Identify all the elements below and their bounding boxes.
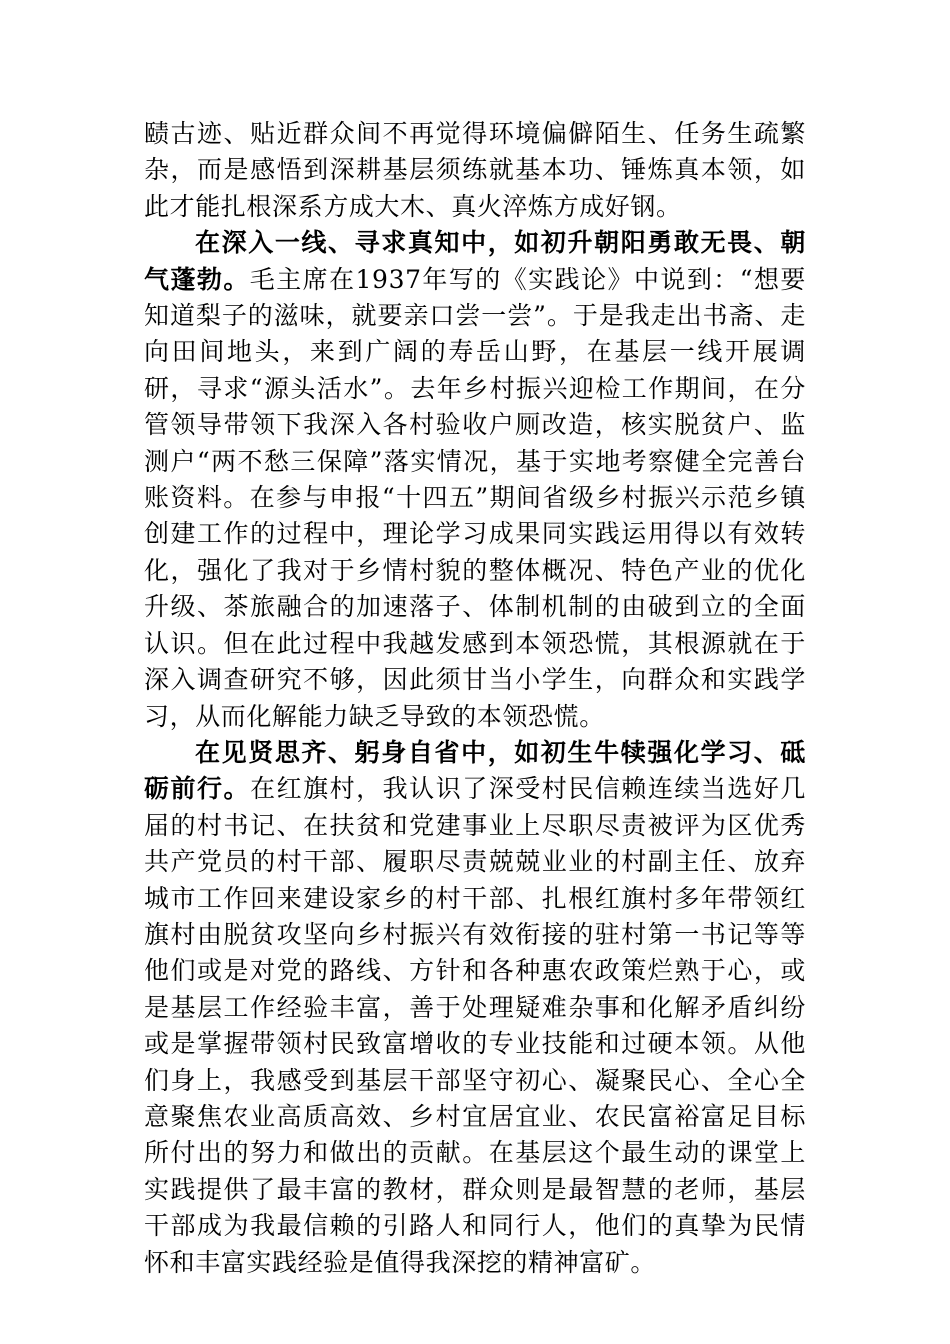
- paragraph-lead-heading: 在见贤思齐、躬身自省中，如初生牛犊强化学习、砥砺前行。: [144, 737, 806, 804]
- paragraph-learning-from-peers: [144, 735, 806, 1281]
- document-page: [144, 116, 806, 1281]
- paragraph-frontline-research: [144, 225, 806, 735]
- paragraph-continuation: [144, 116, 806, 225]
- paragraph-body: 毛主席在1937年写的《实践论》中说到：“想要知道梨子的滋味，就要亲口尝一尝”。于是我走出书斋、走向田间地头，来到广阔的寿岳山野，在基层一线开展调研，寻求“源头活水”。去年乡村振兴迎检工作期间，在分管领导带领下我深入各村验收户厕改造，核实脱贫户、监测户“两不愁三保障”落实情况，基于实地考察健全完善台账资料。在参与申报“十四五”期间省级乡村振兴示范乡镇创建工作的过程中，理论学习成果同实践运用得以有效转化，强化了我对于乡情村貌的整体概况、特色产业的优化升级、茶旅融合的加速落子、体制机制的由破到立的全面认识。但在此过程中我越发感到本领恐慌，其根源就在于深入调查研究不够，因此须甘当小学生，向群众和实践学习，从而化解能力缺乏导致的本领恐慌。: [144, 264, 806, 731]
- paragraph-body: 赜古迹、贴近群众间不再觉得环境偏僻陌生、任务生疏繁杂，而是感悟到深耕基层须练就基本功、锤炼真本领，如此才能扎根深系方成大木、真火淬炼方成好钢。: [144, 119, 806, 221]
- paragraph-body: 在红旗村，我认识了深受村民信赖连续当选好几届的村书记、在扶贫和党建事业上尽职尽责被评为区优秀共产党员的村干部、履职尽责兢兢业业的村副主任、放弃城市工作回来建设家乡的村干部、扎根红旗村多年带领红旗村由脱贫攻坚向乡村振兴有效衔接的驻村第一书记等等他们或是对党的路线、方针和各种惠农政策烂熟于心，或是基层工作经验丰富，善于处理疑难杂事和化解矛盾纠纷或是掌握带领村民致富增收的专业技能和过硬本领。从他们身上，我感受到基层干部坚守初心、凝聚民心、全心全意聚焦农业高质高效、乡村宜居宜业、农民富裕富足目标所付出的努力和做出的贡献。在基层这个最生动的课堂上实践提供了最丰富的教材，群众则是最智慧的老师，基层干部成为我最信赖的引路人和同行人，他们的真挚为民情怀和丰富实践经验是值得我深挖的精神富矿。: [144, 774, 807, 1277]
- paragraph-lead-heading: 在深入一线、寻求真知中，如初升朝阳勇敢无畏、朝气蓬勃。: [144, 228, 806, 294]
